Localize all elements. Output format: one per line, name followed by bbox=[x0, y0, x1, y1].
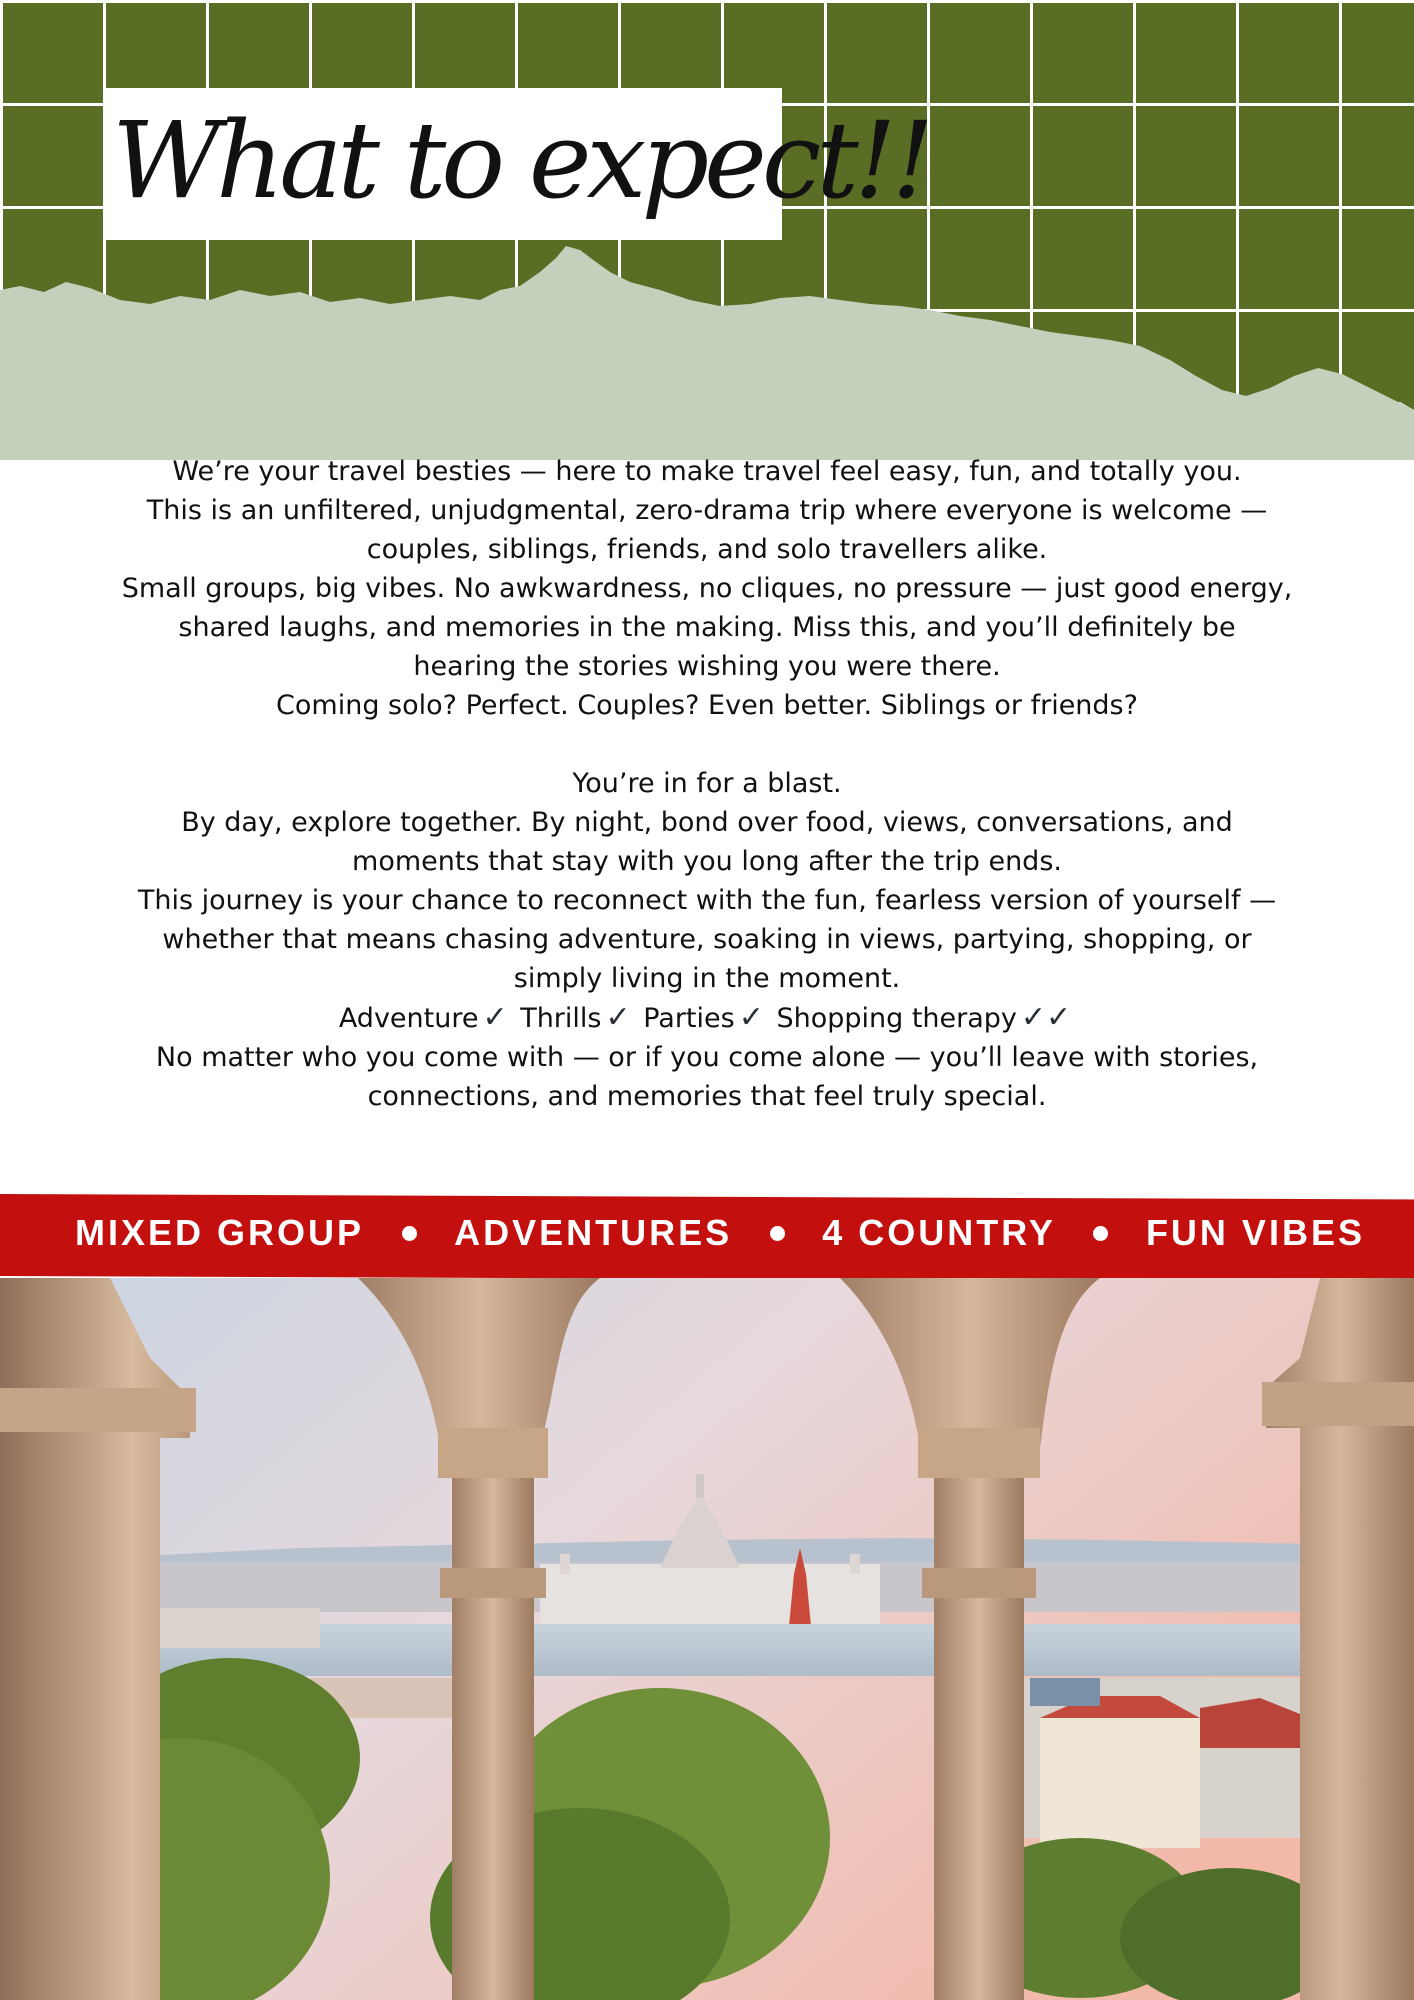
checklist-line bbox=[110, 998, 1304, 1038]
checkmark-icon: ✓ bbox=[738, 1000, 764, 1035]
checkmark-icon: ✓ bbox=[482, 1000, 508, 1035]
double-checkmark-icon: ✓✓ bbox=[1020, 1000, 1072, 1035]
text-line: couples, siblings, friends, and solo travellers alike. bbox=[366, 534, 1048, 565]
text-line: simply living in the moment. bbox=[513, 963, 901, 994]
highlight-mixed-group: MIXED GROUP bbox=[75, 1212, 365, 1253]
checkmark-icon: ✓ bbox=[605, 1000, 631, 1035]
text-line: Coming solo? Perfect. Couples? Even better. Siblings or friends? bbox=[276, 690, 1138, 721]
checklist-item-shopping: Shopping therapy bbox=[776, 1003, 1017, 1034]
highlight-4-country: 4 COUNTRY bbox=[822, 1212, 1056, 1253]
text-line: whether that means chasing adventure, soaking in views, partying, shopping, or bbox=[162, 924, 1252, 955]
text-line: This journey is your chance to reconnect with the fun, fearless version of yourself — bbox=[137, 885, 1277, 916]
bullet-dot-icon bbox=[1093, 1226, 1108, 1241]
checklist-item-adventure: Adventure bbox=[338, 1003, 479, 1034]
blank-line bbox=[110, 725, 1304, 764]
text-line: connections, and memories that feel truly special. bbox=[367, 1081, 1047, 1112]
header-banner bbox=[0, 0, 1414, 460]
budapest-photo bbox=[0, 1278, 1414, 2000]
checklist-item-thrills: Thrills bbox=[520, 1003, 602, 1034]
text-line: This is an unfiltered, unjudgmental, zero-drama trip where everyone is welcome — bbox=[146, 495, 1268, 526]
text-line: shared laughs, and memories in the making. Miss this, and you’ll definitely be bbox=[178, 612, 1236, 643]
bullet-dot-icon bbox=[402, 1226, 417, 1241]
highlight-adventures: ADVENTURES bbox=[454, 1212, 733, 1253]
text-line: By day, explore together. By night, bond over food, views, conversations, and bbox=[181, 807, 1233, 838]
intro-text bbox=[110, 452, 1304, 1116]
highlight-fun-vibes: FUN VIBES bbox=[1145, 1212, 1365, 1253]
text-line: moments that stay with you long after the trip ends. bbox=[352, 846, 1062, 877]
checklist-item-parties: Parties bbox=[643, 1003, 735, 1034]
bullet-dot-icon bbox=[770, 1226, 785, 1241]
text-line: hearing the stories wishing you were there. bbox=[413, 651, 1001, 682]
text-line: No matter who you come with — or if you come alone — you’ll leave with stories, bbox=[155, 1042, 1259, 1073]
text-line: We’re your travel besties — here to make travel feel easy, fun, and totally you. bbox=[172, 456, 1242, 487]
text-line: You’re in for a blast. bbox=[572, 768, 842, 799]
text-line: Small groups, big vibes. No awkwardness, no cliques, no pressure — just good energy, bbox=[121, 573, 1293, 604]
page-title: What to expect!! bbox=[112, 99, 930, 222]
budapest-parliament-view-through-arches-image bbox=[0, 1278, 1414, 2000]
highlights-list bbox=[75, 1212, 1365, 1254]
